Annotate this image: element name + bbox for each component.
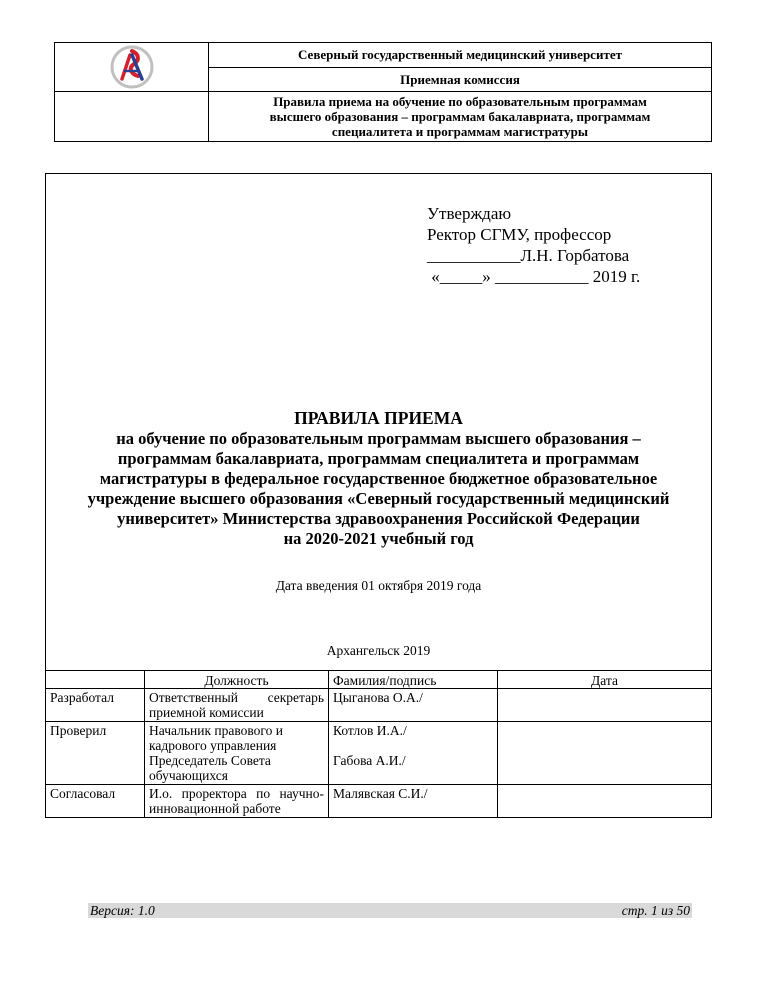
document-title-main: ПРАВИЛА ПРИЕМА [294,408,463,428]
signoff-header-empty [46,671,145,689]
document-short-title [209,92,712,142]
signoff-position: Начальник правового и кадрового управления [149,723,283,753]
document-title-line: программам бакалавриата, программам специалитета и программам [117,449,640,468]
signoff-positions [145,722,329,785]
document-short-title-line: Правила приема на обучение по образовательным программам [273,94,647,109]
page-footer [88,903,692,918]
signoff-row [46,785,712,818]
document-title-line: университет» Министерства здравоохранения Российской Федерации [117,509,640,528]
city-year: Архангельск 2019 [326,643,431,658]
signoff-name: Габова А.И./ [333,753,406,768]
page-number: стр. 1 из 50 [621,903,690,918]
document-header-table [54,42,712,142]
document-title-line: магистратуры в федеральное государственное бюджетное образовательное [99,469,658,488]
document-title-line: на 2020-2021 учебный год [283,529,474,548]
signoff-row [46,689,712,722]
signoff-names [329,722,498,785]
logo-cell [55,43,209,92]
signoff-table [45,670,712,818]
signoff-header-row [46,671,712,689]
approval-line: ___________Л.Н. Горбатова [427,246,630,265]
signoff-header-name: Фамилия/подпись [329,671,498,689]
signoff-name: Котлов И.А./ [333,723,407,738]
approval-block [427,203,640,287]
signoff-role: Разработал [46,689,145,722]
approval-line: «_____» ___________ 2019 г. [427,267,641,286]
signoff-position: И.о. проректора по научно-инновационной работе [145,785,329,818]
university-logo [109,44,155,90]
document-title [45,408,712,549]
document-title-line: учреждение высшего образования «Северный государственный медицинский [87,489,670,508]
signoff-date [498,689,712,722]
signoff-header-date: Дата [498,671,712,689]
empty-header-cell [55,92,209,142]
approval-line: Утверждаю [427,204,512,223]
signoff-row [46,722,712,785]
document-title-line: на обучение по образовательным программам высшего образования – [116,429,641,448]
signoff-role: Проверил [46,722,145,785]
signoff-position: Председатель Совета обучающихся [149,753,271,783]
signoff-header-position: Должность [145,671,329,689]
document-short-title-line: высшего образования – программам бакалавриата, программам [269,109,651,124]
signoff-date [498,785,712,818]
document-version: Версия: 1.0 [90,903,155,918]
university-name: Северный государственный медицинский университет [209,43,712,68]
signoff-name: Цыганова О.А./ [329,689,498,722]
signoff-position: Ответственный секретарь приемной комиссии [145,689,329,722]
signoff-name: Малявская С.И./ [329,785,498,818]
signoff-role: Согласовал [46,785,145,818]
commission-name: Приемная комиссия [209,67,712,92]
document-short-title-line: специалитета и программам магистратуры [331,124,589,139]
approval-line: Ректор СГМУ, профессор [427,225,612,244]
introduction-date: Дата введения 01 октября 2019 года [275,578,482,593]
signoff-date [498,722,712,785]
